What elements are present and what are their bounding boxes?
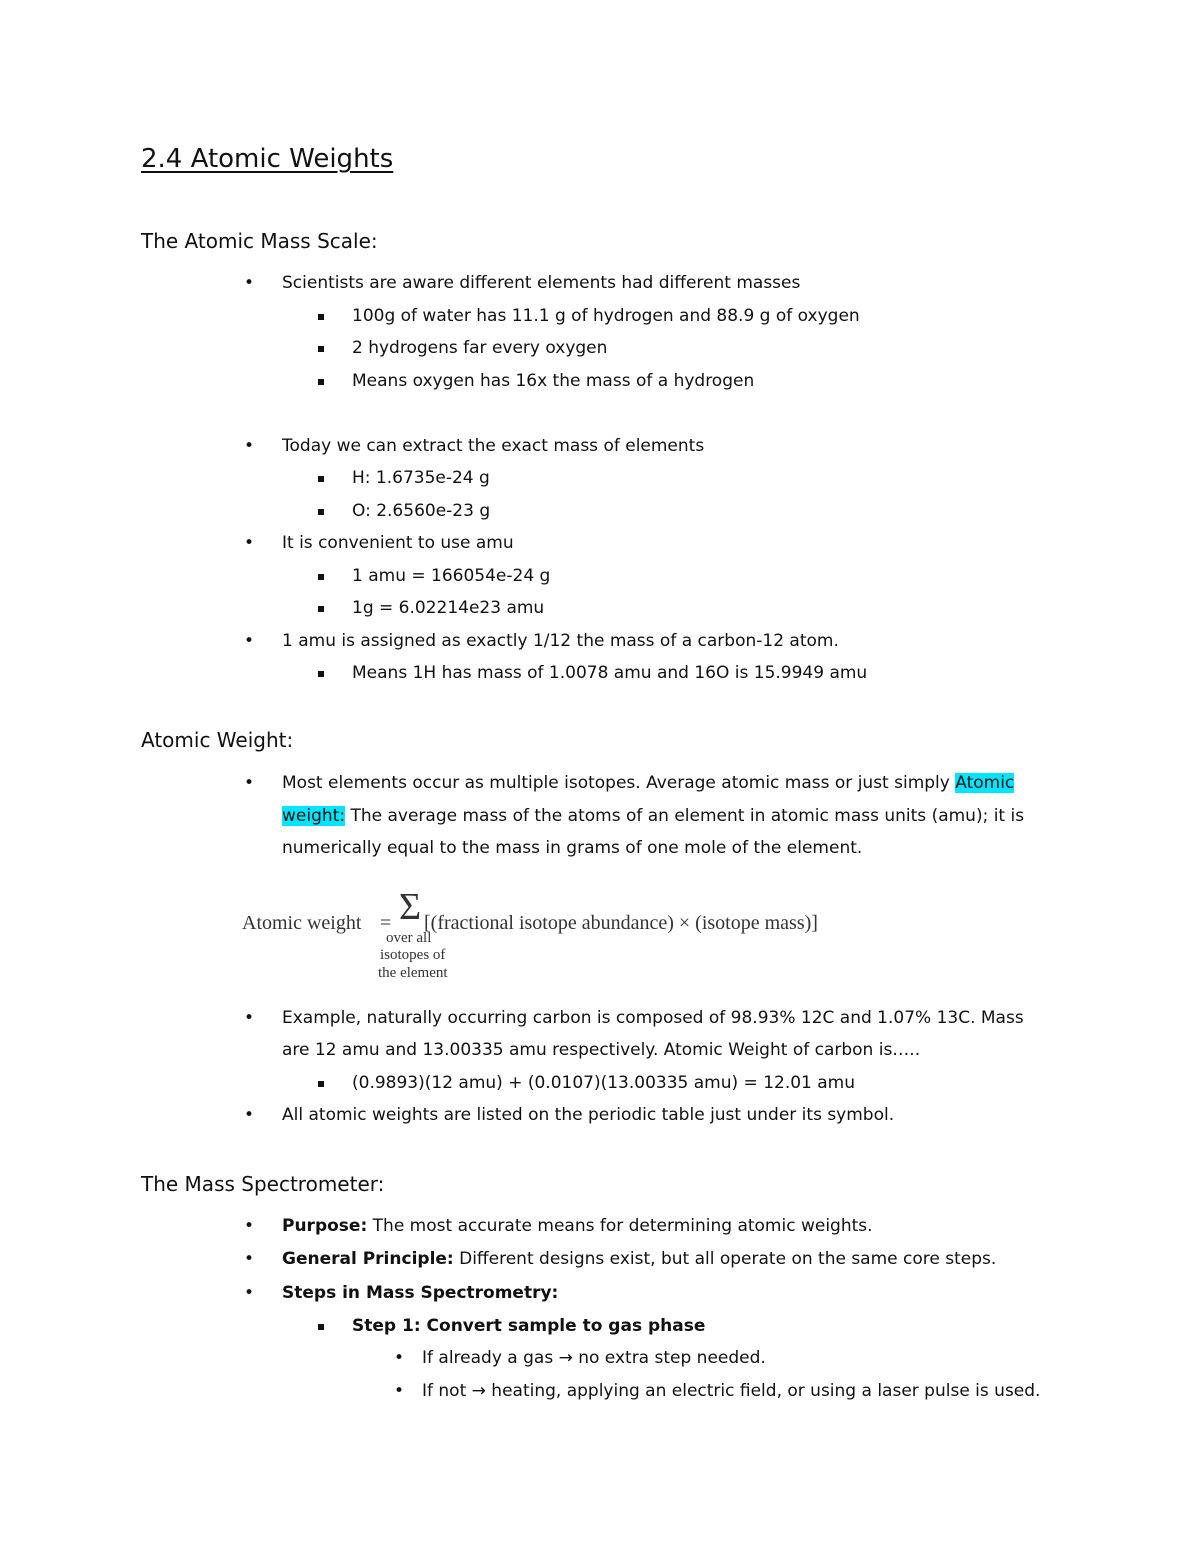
list-item: 2 hydrogens far every oxygen: [352, 338, 608, 358]
section-heading-mass-spectrometer: The Mass Spectrometer:: [141, 1172, 385, 1196]
principle-label: General Principle:: [282, 1249, 454, 1269]
bullet-square: [318, 346, 324, 352]
definition-line-1: [282, 773, 1014, 793]
bullet-dot: [244, 773, 254, 793]
bullet-dot: [244, 1105, 254, 1125]
formula-subscript-2: isotopes of: [380, 947, 446, 963]
list-item: H: 1.6735e-24 g: [352, 468, 490, 488]
purpose-item: [282, 1216, 873, 1236]
list-item: 100g of water has 11.1 g of hydrogen and 88.9 g of oxygen: [352, 306, 860, 326]
formula-body: [(fractional isotope abundance) × (isotope mass)]: [424, 912, 818, 934]
list-item: 1 amu = 166054e-24 g: [352, 566, 551, 586]
bullet-square: [318, 574, 324, 580]
highlight-atomic: Atomic: [955, 773, 1015, 793]
list-item: Today we can extract the exact mass of elements: [282, 436, 705, 456]
bullet-square: [318, 509, 324, 515]
section-heading-atomic-weight: Atomic Weight:: [141, 728, 294, 752]
bullet-dot: [244, 1216, 254, 1236]
definition-text: Most elements occur as multiple isotopes. Average atomic mass or just simply: [282, 773, 956, 793]
bullet-dot: [244, 1249, 254, 1269]
step-1: Step 1: Convert sample to gas phase: [352, 1316, 706, 1336]
example-line-2: are 12 amu and 13.00335 amu respectively. Atomic Weight of carbon is…..: [282, 1040, 921, 1060]
calculation: (0.9893)(12 amu) + (0.0107)(13.00335 amu) = 12.01 amu: [352, 1073, 856, 1093]
step-1-option-a: If already a gas → no extra step needed.: [422, 1348, 766, 1368]
formula-lhs: Atomic weight: [242, 912, 362, 934]
sigma-icon: Σ: [399, 886, 422, 928]
steps-label: Steps in Mass Spectrometry:: [282, 1283, 559, 1303]
formula-subscript-1: over all: [386, 930, 432, 946]
bullet-square: [318, 1081, 324, 1087]
bullet-square: [318, 671, 324, 677]
bullet-dot: [244, 273, 254, 293]
page-title: 2.4 Atomic Weights: [141, 144, 394, 174]
list-item: Scientists are aware different elements had different masses: [282, 273, 801, 293]
bullet-dot: [244, 1008, 254, 1028]
bullet-dot: [394, 1348, 404, 1368]
highlight-weight: weight:: [282, 806, 346, 826]
definition-line-2: [282, 806, 1024, 826]
bullet-square: [318, 606, 324, 612]
list-item: Means 1H has mass of 1.0078 amu and 16O is 15.9949 amu: [352, 663, 868, 683]
bullet-dot: [244, 436, 254, 456]
bullet-square: [318, 476, 324, 482]
example-line-1: Example, naturally occurring carbon is composed of 98.93% 12C and 1.07% 13C. Mass: [282, 1008, 1024, 1028]
bullet-square: [318, 314, 324, 320]
list-item: O: 2.6560e-23 g: [352, 501, 491, 521]
list-item: 1g = 6.02214e23 amu: [352, 598, 545, 618]
definition-line-3: numerically equal to the mass in grams of one mole of the element.: [282, 838, 863, 858]
bullet-square: [318, 1324, 324, 1330]
section-heading-mass-scale: The Atomic Mass Scale:: [141, 229, 378, 253]
list-item: 1 amu is assigned as exactly 1/12 the mass of a carbon-12 atom.: [282, 631, 839, 651]
bullet-dot: [244, 533, 254, 553]
list-item: Means oxygen has 16x the mass of a hydrogen: [352, 371, 755, 391]
bullet-dot: [244, 631, 254, 651]
list-item: All atomic weights are listed on the periodic table just under its symbol.: [282, 1105, 895, 1125]
purpose-text: The most accurate means for determining atomic weights.: [367, 1216, 873, 1236]
step-1-option-b: If not → heating, applying an electric field, or using a laser pulse is used.: [422, 1381, 1041, 1401]
bullet-square: [318, 379, 324, 385]
formula-subscript-3: the element: [378, 965, 448, 981]
principle-item: [282, 1249, 996, 1269]
principle-text: Different designs exist, but all operate on the same core steps.: [453, 1249, 997, 1269]
formula-equals: =: [380, 912, 392, 934]
list-item: It is convenient to use amu: [282, 533, 514, 553]
definition-text: The average mass of the atoms of an element in atomic mass units (amu); it is: [345, 806, 1025, 826]
purpose-label: Purpose:: [282, 1216, 368, 1236]
bullet-dot: [394, 1381, 404, 1401]
bullet-dot: [244, 1283, 254, 1303]
